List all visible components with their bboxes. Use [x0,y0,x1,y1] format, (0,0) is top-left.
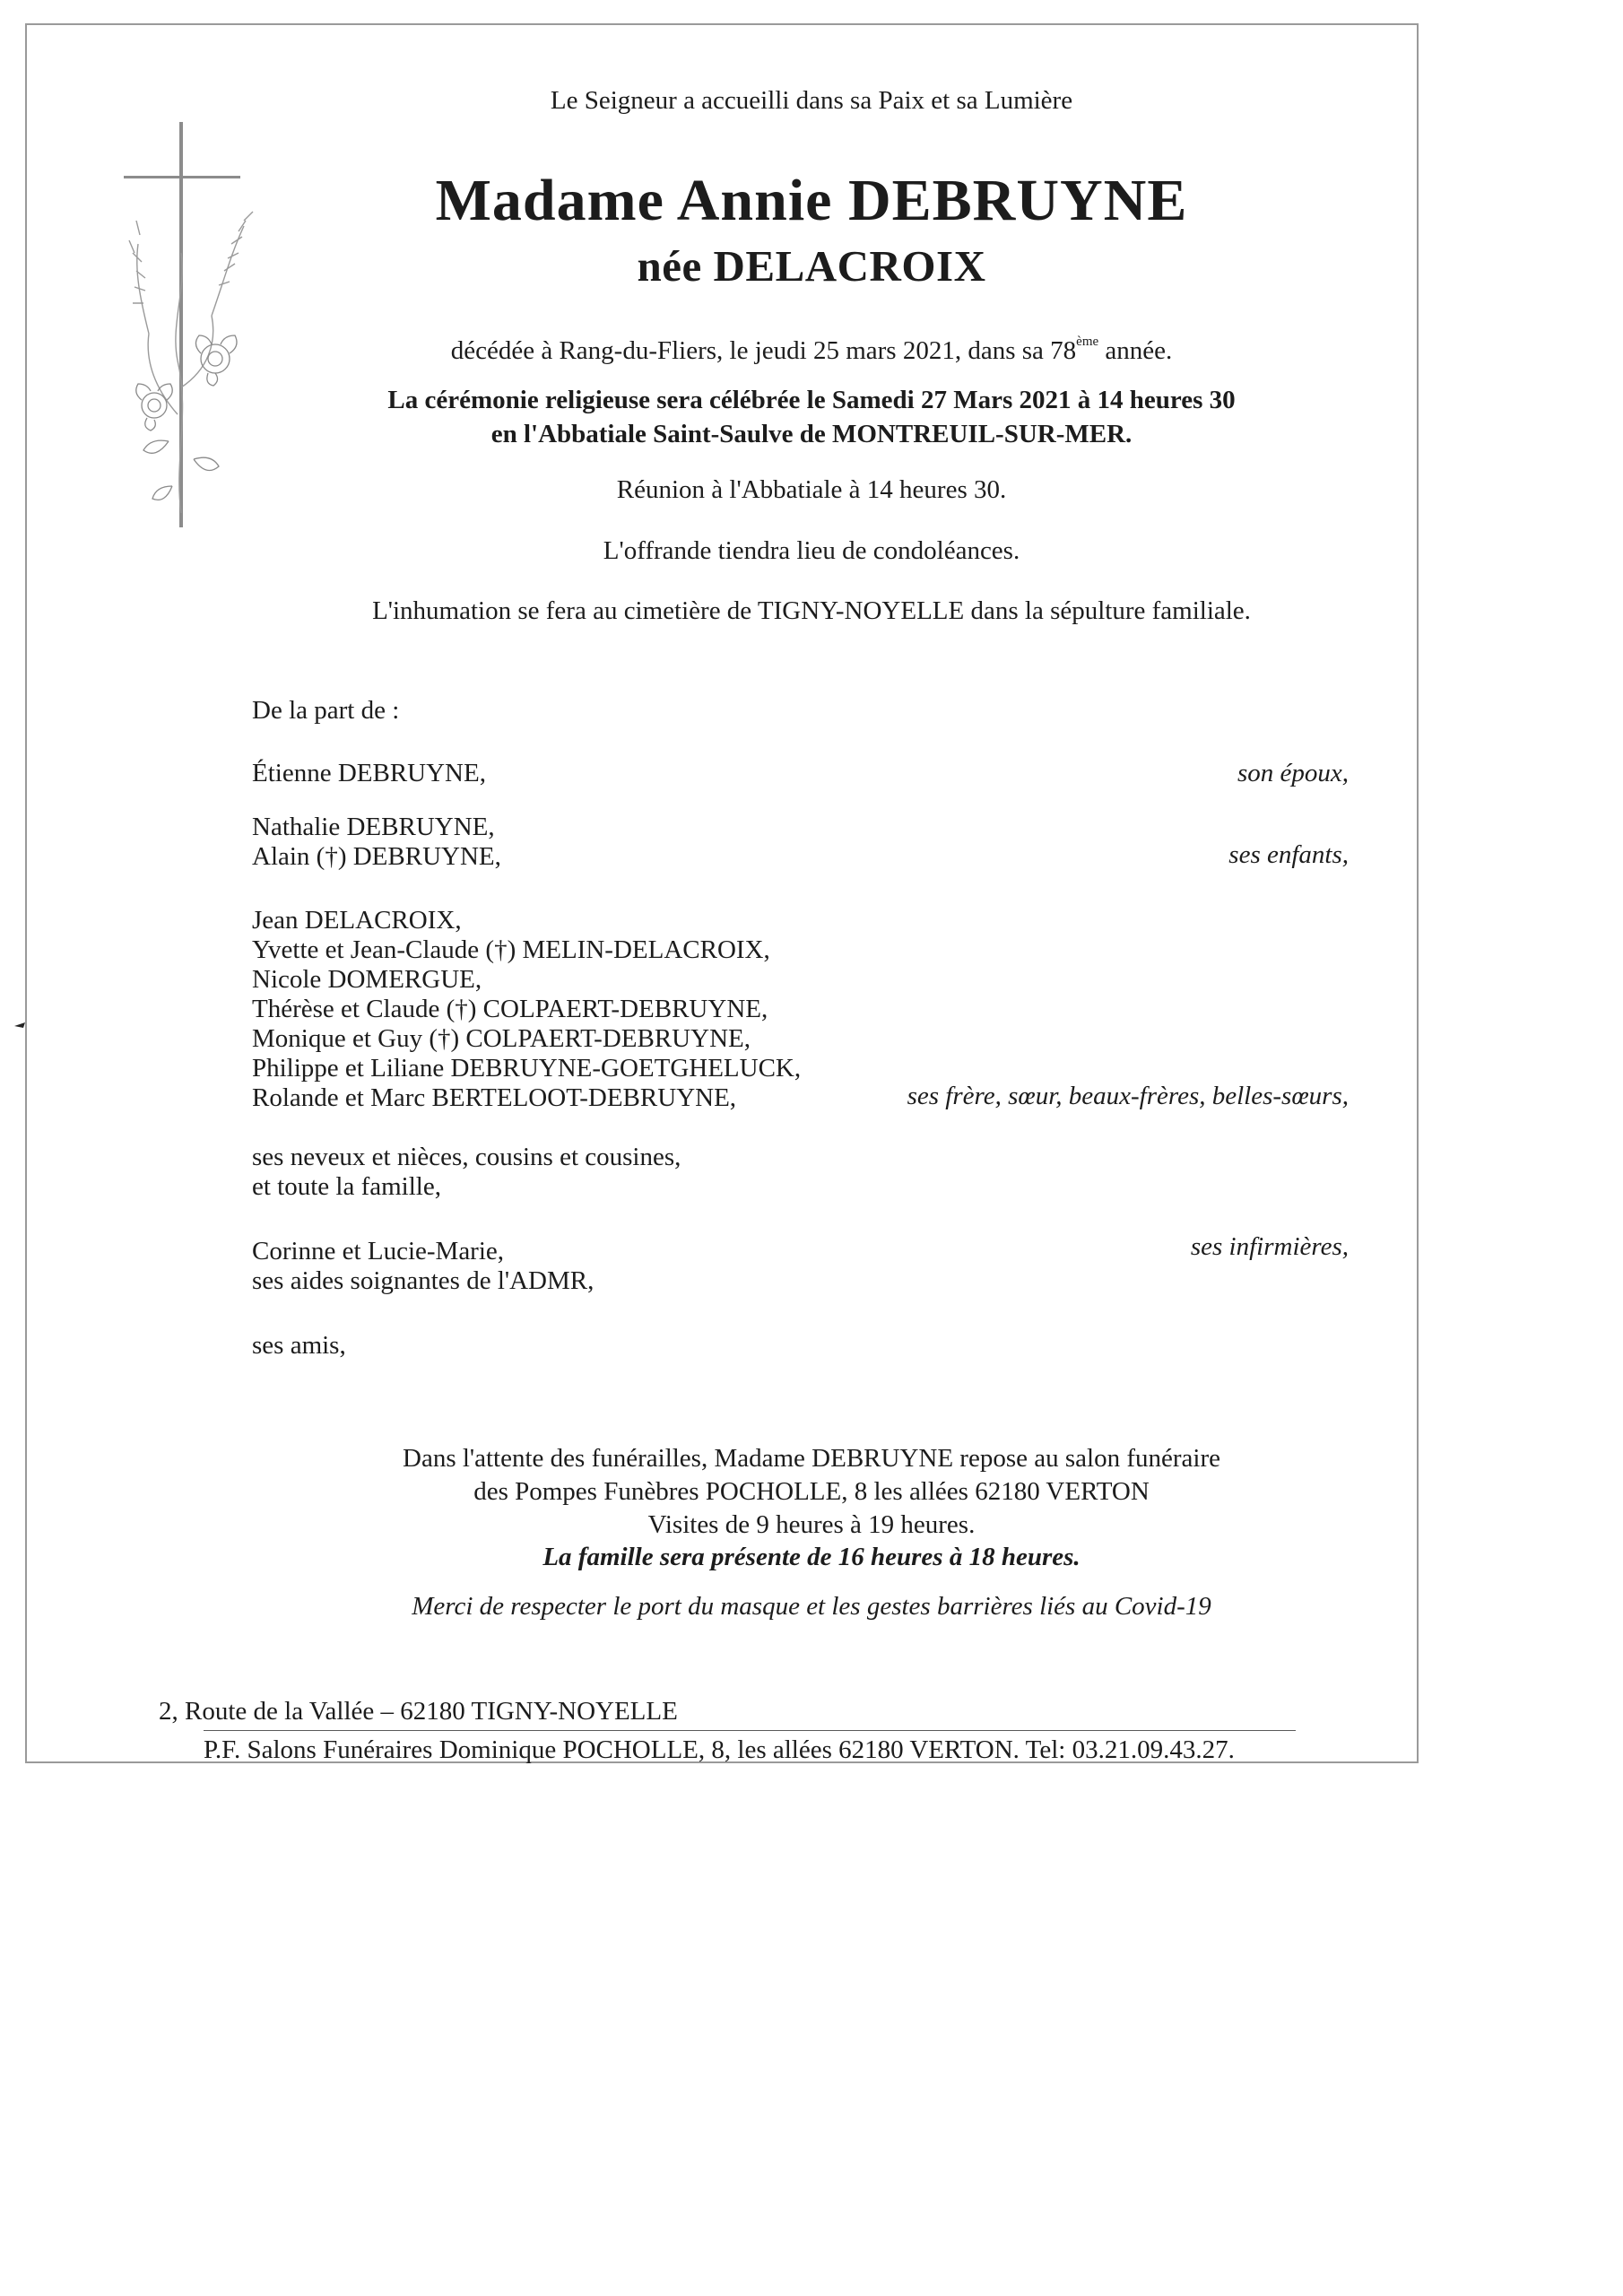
family-relation: ses enfants, [1228,840,1349,869]
family-name: et toute la famille, [252,1172,441,1201]
notice-heading: Le Seigneur a accueilli dans sa Paix et sa Lumière [550,86,1073,115]
footer-divider [204,1730,1296,1731]
observation-line-3: Visites de 9 heures à 19 heures. [647,1510,976,1539]
maiden-name: née DELACROIX [637,241,986,291]
observation-line-1: Dans l'attente des funérailles, Madame DEBRUYNE repose au salon funéraire [403,1444,1220,1473]
family-name: ses neveux et nièces, cousins et cousines, [252,1143,681,1171]
scan-artifact-mark [13,1019,29,1031]
family-intro: De la part de : [252,696,400,725]
offrande-line: L'offrande tiendra lieu de condoléances. [603,536,1020,565]
death-ordinal-suffix: ème [1076,335,1099,349]
ceremony-line-1: La cérémonie religieuse sera célébrée le Samedi 27 Mars 2021 à 14 heures 30 [387,386,1236,414]
family-name: ses aides soignantes de l'ADMR, [252,1266,595,1295]
reunion-line: Réunion à l'Abbatiale à 14 heures 30. [616,475,1007,504]
family-name: Alain (†) DEBRUYNE, [252,842,501,871]
death-text-end: année. [1098,336,1173,365]
family-name: Monique et Guy (†) COLPAERT-DEBRUYNE, [252,1024,751,1053]
observation-line-2: des Pompes Funèbres POCHOLLE, 8 les allées 62180 VERTON [473,1477,1150,1506]
footer-address: 2, Route de la Vallée – 62180 TIGNY-NOYELLE [159,1697,678,1726]
family-name: ses amis, [252,1331,346,1360]
family-name: Thérèse et Claude (†) COLPAERT-DEBRUYNE, [252,995,768,1023]
observation-line-4: La famille sera présente de 16 heures à 18 heures. [542,1543,1081,1571]
family-name: Nicole DOMERGUE, [252,965,482,994]
family-relation: son époux, [1237,759,1349,787]
covid-notice: Merci de respecter le port du masque et les gestes barrières liés au Covid-19 [412,1592,1211,1621]
footer-funeral-home: P.F. Salons Funéraires Dominique POCHOLLE, 8, les allées 62180 VERTON. Tel: 03.21.09.43.27. [204,1735,1235,1764]
deceased-name: Madame Annie DEBRUYNE [435,168,1188,233]
family-name: Jean DELACROIX, [252,906,462,935]
family-name: Philippe et Liliane DEBRUYNE-GOETGHELUCK, [252,1054,802,1083]
family-name: Yvette et Jean-Claude (†) MELIN-DELACROIX, [252,935,770,964]
family-name: Nathalie DEBRUYNE, [252,813,495,841]
death-text: décédée à Rang-du-Fliers, le jeudi 25 mars 2021, dans sa 78 [450,336,1077,365]
family-relation: ses infirmières, [1190,1232,1349,1261]
family-name: Étienne DEBRUYNE, [252,759,486,787]
ceremony-line-2: en l'Abbatiale Saint-Saulve de MONTREUIL-SUR-MER. [490,420,1133,448]
death-statement [0,336,1623,366]
family-relation: ses frère, sœur, beaux-frères, belles-sœurs, [907,1082,1349,1110]
inhumation-line: L'inhumation se fera au cimetière de TIGNY-NOYELLE dans la sépulture familiale. [372,596,1251,625]
family-name: Rolande et Marc BERTELOOT-DEBRUYNE, [252,1083,737,1112]
family-name: Corinne et Lucie-Marie, [252,1237,505,1265]
